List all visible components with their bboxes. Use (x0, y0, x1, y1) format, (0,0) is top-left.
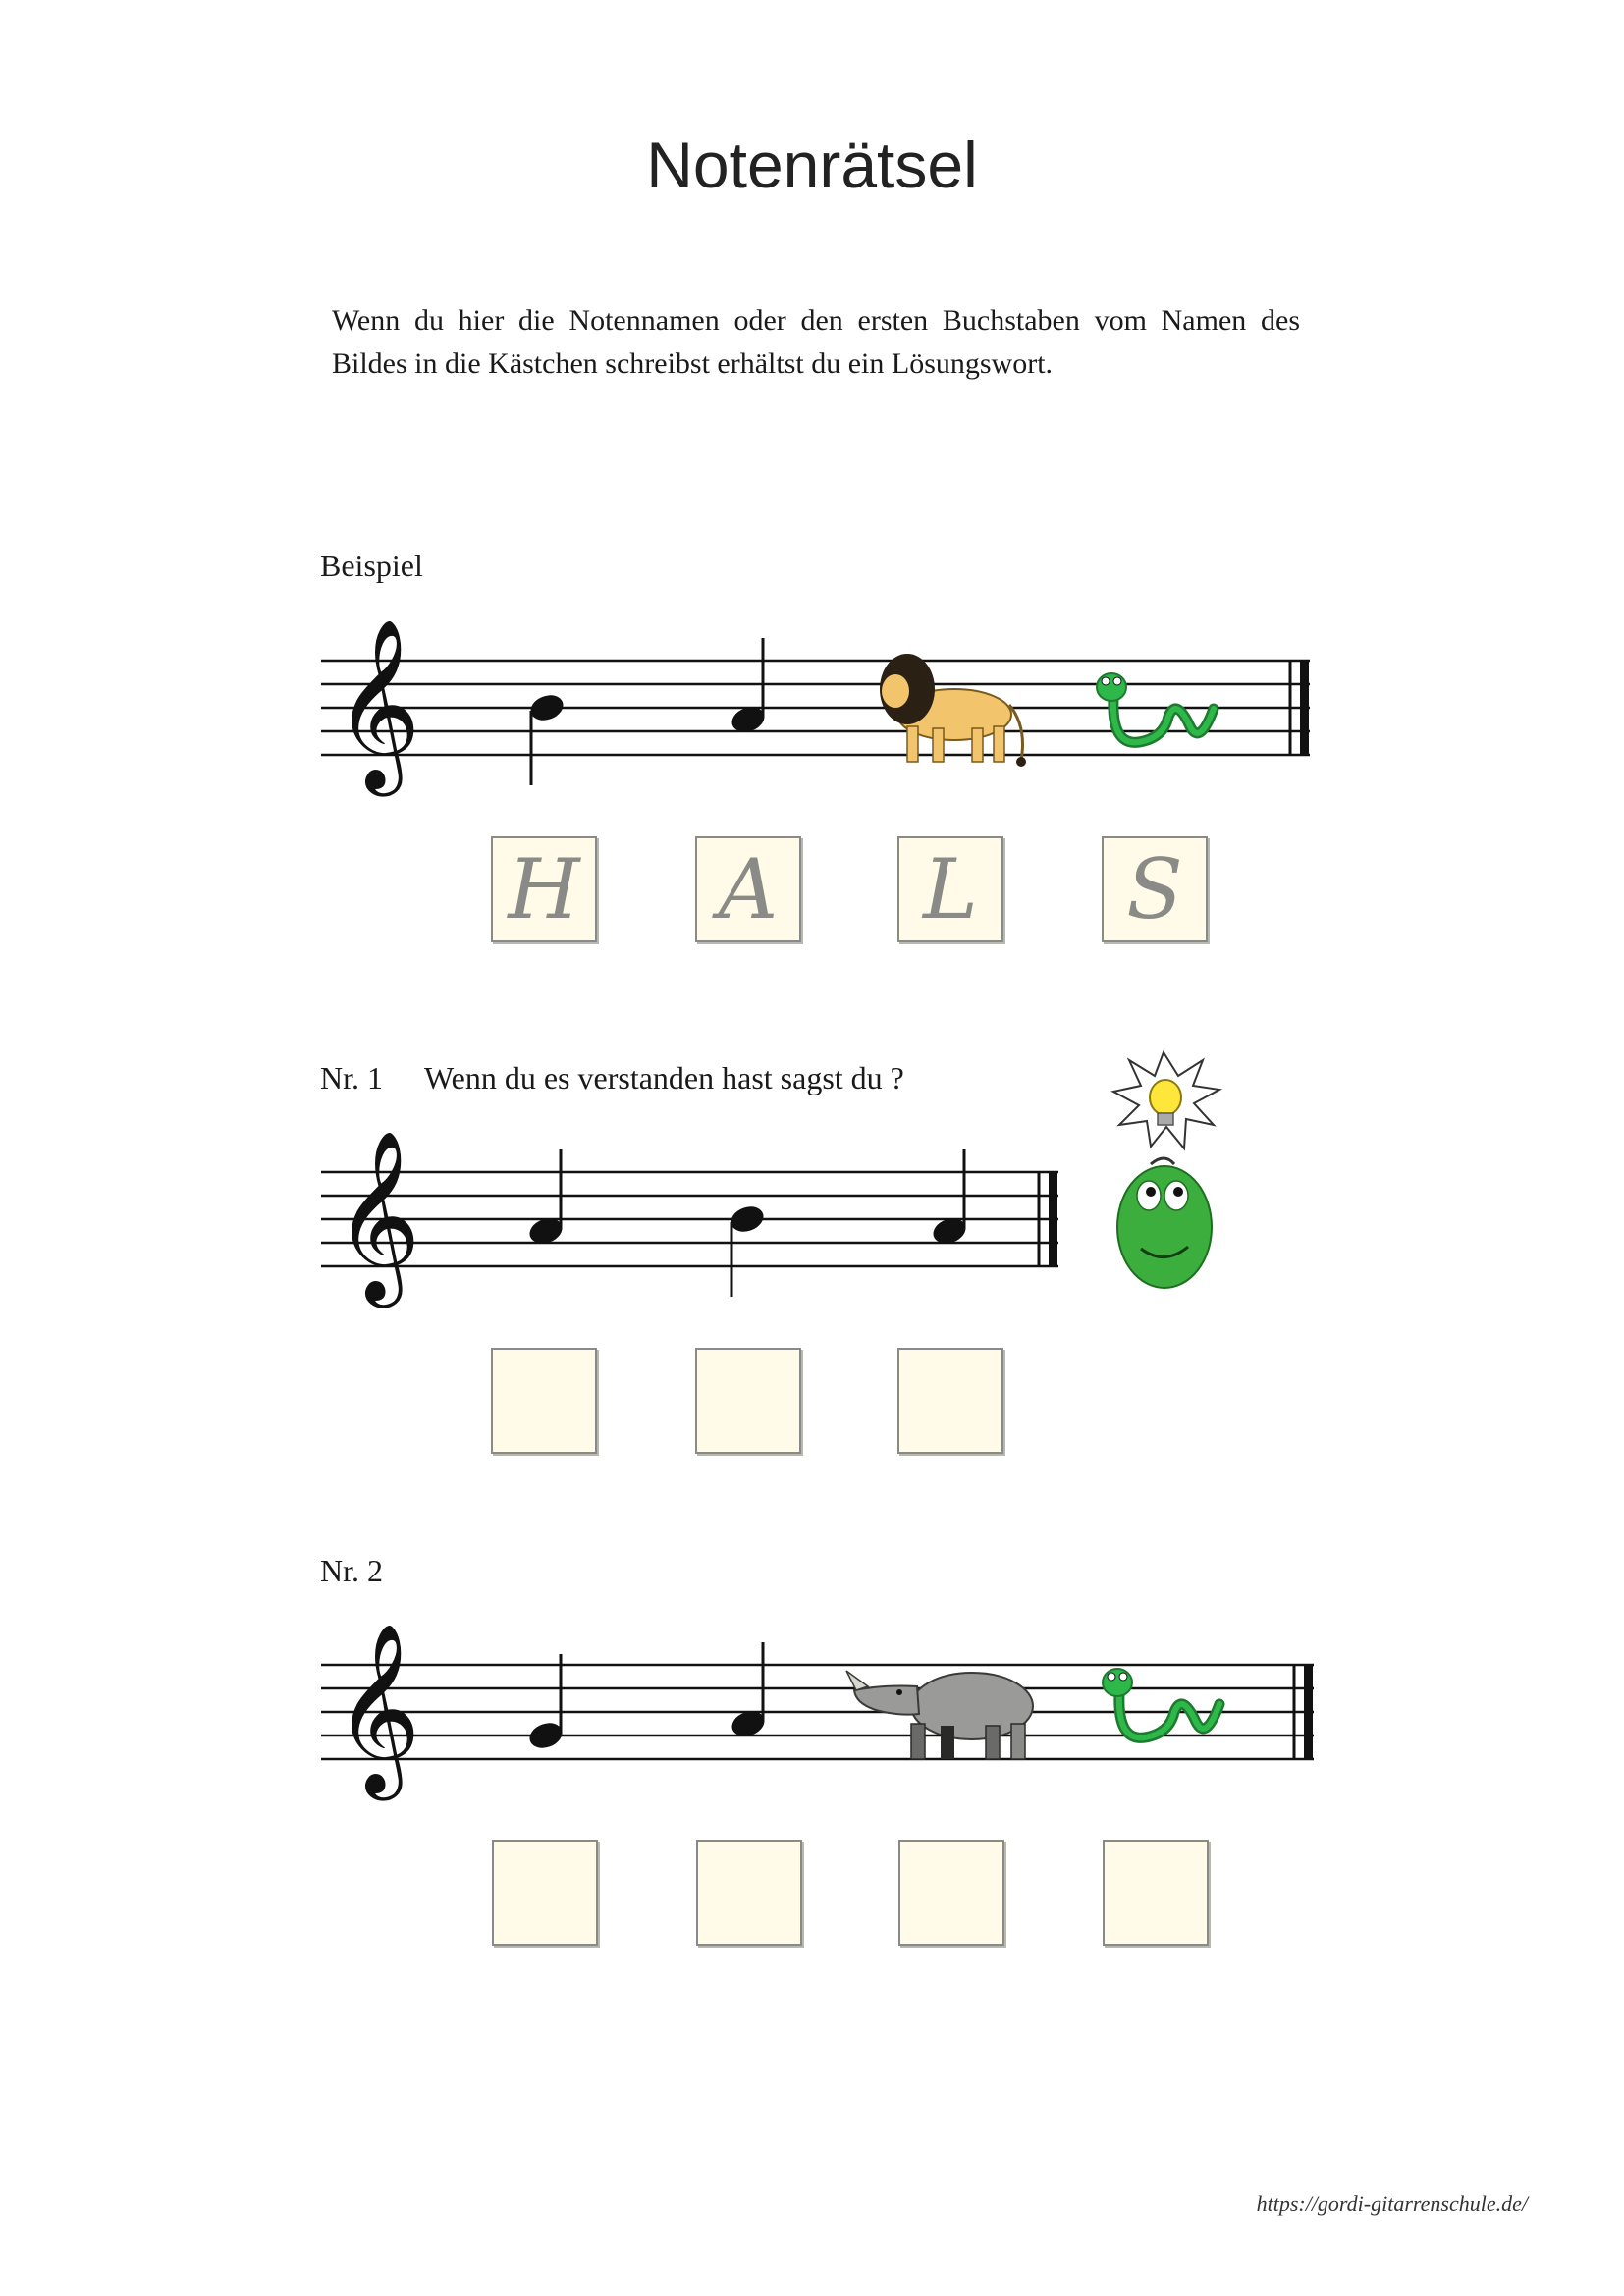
treble-clef-icon: 𝄞 (334, 1130, 421, 1301)
answer-box-3[interactable]: L (897, 836, 1003, 942)
instructions: Wenn du hier die Notennamen oder den ersten Buchstaben vom Namen des Bildes in die Kästchen schreibst erhältst du ein Lösungswort. (332, 304, 1300, 380)
page-title: Notenrätsel (646, 129, 978, 201)
snake-icon (1103, 1669, 1219, 1737)
answer-box-4[interactable]: S (1102, 836, 1208, 942)
example-label: Beispiel (320, 548, 423, 583)
exercise-1-label: Nr. 1 (320, 1060, 383, 1095)
treble-clef-icon: 𝄞 (334, 618, 421, 789)
answer-box-2[interactable]: A (695, 836, 801, 942)
exercise-2-label: Nr. 2 (320, 1553, 383, 1588)
note-a (729, 1642, 768, 1740)
answer-box-2[interactable] (696, 1840, 802, 1946)
answer-box-1[interactable] (492, 1840, 598, 1946)
answer-box-4[interactable] (1103, 1840, 1209, 1946)
note-g (526, 1654, 566, 1752)
answer-box-1[interactable]: H (491, 836, 597, 942)
exercise-1-question: Wenn du es verstanden hast sagst du ? (424, 1060, 904, 1095)
footer-url[interactable]: https://gordi-gitarrenschule.de/ (1256, 2191, 1528, 2216)
answer-box-3[interactable] (898, 1840, 1004, 1946)
rhino-icon (846, 1671, 1033, 1759)
treble-clef-icon: 𝄞 (334, 1623, 421, 1793)
